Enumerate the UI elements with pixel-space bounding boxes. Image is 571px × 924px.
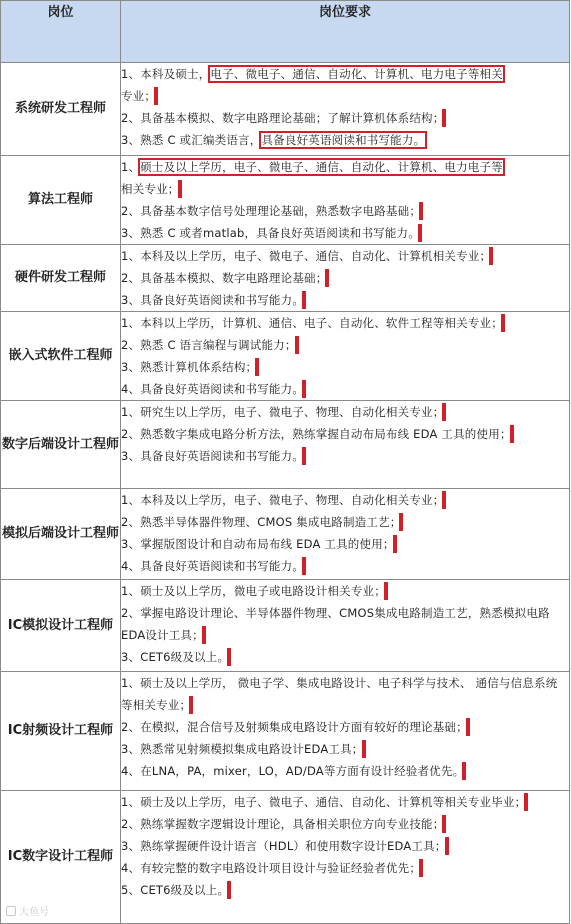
requirement-line	[121, 791, 569, 813]
requirement-text: 3、具备良好英语阅读和书写能力。	[121, 293, 305, 307]
watermark-logo-icon	[6, 906, 16, 916]
requirement-line	[121, 445, 569, 467]
requirements-cell	[121, 401, 570, 489]
requirement-text: 4、在LNA，PA，mixer，LO，AD/DA等方面有设计经验者优先。	[121, 764, 465, 778]
requirement-line	[121, 423, 569, 445]
position-name: IC模拟设计工程师	[1, 580, 121, 672]
requirement-line	[121, 716, 569, 738]
requirements-cell	[121, 156, 570, 245]
requirement-text: 2、熟悉半导体器件物理、CMOS 集成电路制造工艺；	[121, 515, 402, 529]
requirement-text: 3、熟悉常见射频模拟集成电路设计EDA工具；	[121, 742, 364, 756]
requirement-line	[121, 738, 569, 760]
requirement-line	[121, 813, 569, 835]
requirement-line	[121, 334, 569, 356]
table-row	[1, 672, 570, 791]
table-row	[1, 401, 570, 489]
requirement-text: 1、硕士及以上学历， 微电子学、集成电路设计、电子科学与技术、 通信与信息系统等相关专业；	[121, 676, 558, 712]
requirement-text: 2、具备基本数字信号处理理论基础，熟悉数字电路基础；	[121, 204, 422, 218]
requirement-text: 1、本科及硕士，	[121, 67, 211, 81]
table-row	[1, 156, 570, 245]
requirement-line	[121, 378, 569, 400]
requirement-line	[121, 489, 569, 511]
requirement-text: 3、熟悉计算机体系结构；	[121, 360, 258, 374]
requirement-line	[121, 602, 569, 646]
table-row	[1, 63, 570, 156]
position-name: 模拟后端设计工程师	[1, 489, 121, 580]
requirement-line	[121, 156, 569, 178]
requirement-line	[121, 356, 569, 378]
highlighted-requirement: 电子、微电子、通信、自动化、计算机、电力电子等相关	[210, 67, 503, 81]
requirement-text: 1、本科及以上学历，电子、微电子、物理、自动化相关专业；	[121, 493, 445, 507]
requirement-text: 2、熟悉 C 语言编程与调试能力；	[121, 338, 297, 352]
requirement-line	[121, 835, 569, 857]
requirement-text: 3、熟练掌握硬件设计语言（HDL）和使用数字设计EDA工具；	[121, 839, 447, 853]
requirement-line	[121, 760, 569, 782]
requirement-text: 1、本科及以上学历，电子、微电子、通信、自动化、计算机相关专业；	[121, 249, 492, 263]
requirement-text: 3、具备良好英语阅读和书写能力。	[121, 449, 305, 463]
requirement-line	[121, 245, 569, 267]
position-name: IC数字设计工程师	[1, 791, 121, 924]
table-row	[1, 580, 570, 672]
table-row	[1, 245, 570, 312]
requirement-text: 3、掌握版图设计和自动布局布线 EDA 工具的使用；	[121, 537, 395, 551]
requirement-text: 2、具备基本模拟、数字电路理论基础；了解计算机体系结构；	[121, 111, 445, 125]
requirement-text: 5、CET6级及以上。	[121, 883, 230, 897]
requirements-cell	[121, 791, 570, 924]
requirement-text: 3、熟悉 C 或汇编类语言，	[121, 133, 262, 147]
requirements-cell	[121, 489, 570, 580]
requirement-text: 1、硕士及以上学历，电子、微电子、通信、自动化、计算机等相关专业毕业；	[121, 795, 527, 809]
requirement-line	[121, 879, 569, 901]
header-requirements: 岗位要求	[121, 1, 570, 63]
requirement-line	[121, 672, 569, 716]
requirement-line	[121, 555, 569, 577]
table-row	[1, 791, 570, 924]
requirement-text: 3、熟悉 C 或者matlab，具备良好英语阅读和书写能力。	[121, 226, 420, 240]
requirement-text: 1、	[121, 160, 141, 174]
requirement-text: 1、本科以上学历，计算机、通信、电子、自动化、软件工程等相关专业；	[121, 316, 503, 330]
requirement-text: 1、研究生以上学历，电子、微电子、物理、自动化相关专业；	[121, 405, 445, 419]
position-name: 算法工程师	[1, 156, 121, 245]
requirements-cell	[121, 245, 570, 312]
table-row	[1, 489, 570, 580]
highlighted-requirement: 硕士及以上学历，电子、微电子、通信、自动化、计算机、电力电子等	[140, 160, 503, 174]
requirement-text: 2、在模拟，混合信号及射频集成电路设计方面有较好的理论基础；	[121, 720, 468, 734]
requirement-line	[121, 646, 569, 668]
position-name: 硬件研发工程师	[1, 245, 121, 312]
table-row	[1, 312, 570, 401]
requirement-line	[121, 200, 569, 222]
requirement-line	[121, 580, 569, 602]
requirement-line	[121, 511, 569, 533]
requirements-cell	[121, 672, 570, 791]
position-name: 系统研发工程师	[1, 63, 121, 156]
requirement-text: 2、熟练掌握数字逻辑设计理论，具备相关职位方向专业技能；	[121, 817, 445, 831]
requirement-text: 相关专业；	[121, 182, 180, 196]
requirement-text: 4、具备良好英语阅读和书写能力。	[121, 559, 305, 573]
requirement-text: 2、具备基本模拟、数字电路理论基础；	[121, 271, 328, 285]
requirement-text: 1、硕士及以上学历，微电子或电路设计相关专业；	[121, 584, 386, 598]
requirement-line	[121, 85, 569, 107]
requirements-cell	[121, 580, 570, 672]
requirement-line	[121, 178, 569, 200]
position-name: 嵌入式软件工程师	[1, 312, 121, 401]
requirement-line	[121, 533, 569, 555]
requirement-line	[121, 857, 569, 879]
requirement-line	[121, 289, 569, 311]
requirement-line	[121, 107, 569, 129]
header-row	[1, 1, 570, 63]
requirement-text: 4、有较完整的数字电路设计项目设计与验证经验者优先；	[121, 861, 422, 875]
table-body	[1, 63, 570, 924]
watermark	[6, 903, 49, 918]
requirement-line	[121, 222, 569, 244]
requirement-line	[121, 401, 569, 423]
position-name: 数字后端设计工程师	[1, 401, 121, 489]
header-position: 岗位	[1, 1, 121, 63]
requirements-cell	[121, 312, 570, 401]
position-name: IC射频设计工程师	[1, 672, 121, 791]
requirement-text: 4、具备良好英语阅读和书写能力。	[121, 382, 305, 396]
requirement-line	[121, 129, 569, 151]
requirement-text: 2、熟悉数字集成电路分析方法，熟练掌握自动布局布线 EDA 工具的使用；	[121, 427, 512, 441]
requirement-line	[121, 63, 569, 85]
requirement-text: 2、掌握电路设计理论、半导体器件物理、CMOS集成电路制造工艺，熟悉模拟电路EDA设计工具；	[121, 606, 550, 642]
requirement-line	[121, 312, 569, 334]
watermark-text: 大鱼号	[19, 907, 49, 918]
requirement-line	[121, 267, 569, 289]
highlighted-requirement: 具备良好英语阅读和书写能力。	[261, 133, 426, 147]
requirements-cell	[121, 63, 570, 156]
requirement-text: 3、CET6级及以上。	[121, 650, 230, 664]
requirement-text: 专业；	[121, 89, 157, 103]
